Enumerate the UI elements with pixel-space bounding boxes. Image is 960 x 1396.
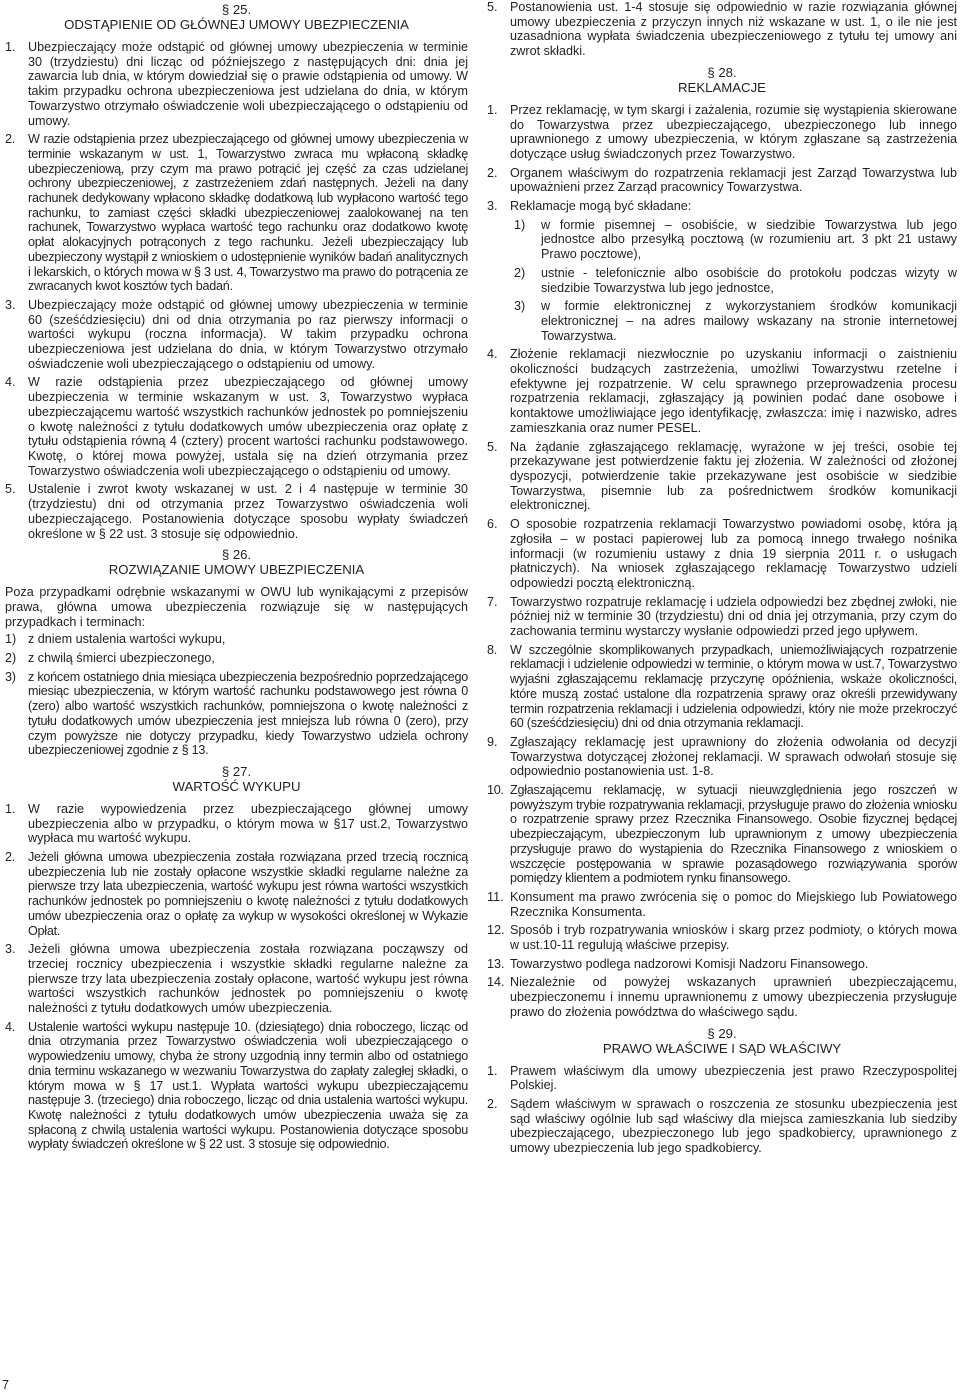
item-text: Zgłaszający reklamację jest uprawniony do złożenia odwołania od decyzji Towarzystwa dotyczącej złożonej reklamacji. W sprawach odwołań stosuje się odpowiednio postanowienia ust. 1-8. <box>510 734 957 779</box>
item-text: Towarzystwo rozpatruje reklamację i udziela odpowiedzi bez zbędnej zwłoki, nie później niż w terminie 30 (trzydziestu) dni od dnia jej otrzymania, przy czym do zachowania terminu wystarczy wysłanie odpowiedzi przed jego upływem. <box>510 594 957 639</box>
section-27-item <box>5 802 468 846</box>
section-28-item <box>487 975 957 1019</box>
item-number: 1. <box>5 40 16 54</box>
section-28-item <box>487 517 957 591</box>
item-number: 3. <box>487 199 498 214</box>
section-28-item <box>487 643 957 731</box>
item-text: Postanowienia ust. 1-4 stosuje się odpowiednio w razie rozwiązania głównej umowy ubezpieczenia z przyczyn innych niż wskazane w ust. 1, o ile nie jest uzasadniona wypłata świadczenia ubezpieczeniowego z tytułu tej umowy ani zwrot składki. <box>510 0 957 59</box>
section-27-item <box>5 942 468 1016</box>
item-text: z chwilą śmierci ubezpieczonego, <box>28 651 215 666</box>
item-number: 12. <box>487 923 505 938</box>
section-28-item <box>487 595 957 639</box>
item-number: 5. <box>487 439 498 454</box>
section-28-item <box>487 199 957 214</box>
section-27-item <box>5 1020 468 1152</box>
section-25-title: ODSTĄPIENIE OD GŁÓWNEJ UMOWY UBEZPIECZENIA <box>64 17 409 32</box>
item-number: 1. <box>5 801 16 816</box>
section-25-number: § 25. <box>221 2 252 17</box>
section-28-item <box>487 166 957 195</box>
item-text: Jeżeli główna umowa ubezpieczenia została rozwiązana począwszy od trzeciej rocznicy ubezpieczenia i wszystkie składki regularne należne za pierwsze trzy lata ubezpieczenia zostały opłacone, wartość wykupu jest równa wartości wszystkich rachunków jednostek po pomniejszeniu o kwotę należności z tytułu dodatkowych umów ubezpieczenia. <box>28 942 468 1016</box>
item-number: 3. <box>5 942 16 957</box>
item-number: 11. <box>487 889 504 904</box>
section-28-number: § 28. <box>707 64 737 80</box>
item-text: Ubezpieczający może odstąpić od głównej umowy ubezpieczenia w terminie 60 (sześćdziesięciu) dni od dnia otrzymania po raz pierwszy informacji o wartości wykupu (roczna informacja). W takim przypadku ochrona ubezpieczeniowa jest udzielana do dnia, w którym Towarzystwo otrzymało oświadczenie woli ubezpieczającego o odstąpieniu od umowy. <box>28 297 468 371</box>
item-text: W szczególnie skomplikowanych przypadkach, uniemożliwiających rozpatrzenie reklamacji i udzielenie odpowiedzi w terminie, o którym mowa w ust.7, Towarzystwo wyjaśni zgłaszającemu reklamację przyczynę opóźnienia, wskaże okoliczności, które muszą zostać ustalone dla rozpatrzenia sprawy oraz określi przewidywany termin rozpatrzenia reklamacji i udzielenia odpowiedzi, który nie może przekroczyć 60 (sześćdziesięciu) dni od dnia otrzymania reklamacji. <box>510 642 957 731</box>
section-26-item <box>5 670 468 758</box>
section-26-item <box>5 632 468 647</box>
item-text: Niezależnie od powyżej wskazanych uprawnień ubezpieczającemu, ubezpieczonemu i innemu uprawnionemu z umowy ubezpieczenia przysługuje prawo do złożenia powództwa do właściwego sądu. <box>510 975 957 1019</box>
section-29-title: PRAWO WŁAŚCIWE I SĄD WŁAŚCIWY <box>602 1040 842 1056</box>
item-text: Ubezpieczający może odstąpić od głównej umowy ubezpieczenia w terminie 30 (trzydziestu) dni licząc od późniejszego z następujących dni: dnia jej zawarcia lub dnia, w którym dowiedział się o prawie odstąpienia od umowy. W takim przypadku ochrona ubezpieczeniowa jest udzielana do dnia, w którym Towarzystwo otrzymało oświadczenie woli ubezpieczającego o odstąpieniu od umowy. <box>28 40 468 128</box>
item-text: Reklamacje mogą być składane: <box>510 199 692 214</box>
item-number: 8. <box>487 642 498 657</box>
section-25-item <box>5 482 468 541</box>
item-text: Złożenie reklamacji niezwłocznie po uzyskaniu informacji o zaistnieniu okoliczności budzących zastrzeżenia, umożliwi Towarzystwu rzetelne i efektywne jej rozpatrzenie. W celu sprawnego przeprowadzenia procesu rozpatrzenia reklamacji, zgłaszający ją powinien podać dane osobowe i kontaktowe umożliwiające jego identyfikację, zwłaszcza: imię i nazwisko, adres zamieszkania oraz numer PESEL. <box>510 347 957 435</box>
section-26-item <box>5 651 468 666</box>
section-26-number: § 26. <box>221 547 252 563</box>
item-number: 3. <box>5 297 16 312</box>
item-number: 5. <box>487 0 498 14</box>
section-28-subitem <box>514 299 957 343</box>
section-25-item <box>5 298 468 372</box>
left-column <box>5 0 468 1156</box>
subitem-text: ustnie - telefonicznie albo osobiście do protokołu podczas wizyty w siedzibie Towarzystwa lub jego jednostce, <box>541 265 957 295</box>
section-28-subitem <box>514 266 957 295</box>
item-number: 9. <box>487 734 498 749</box>
item-text: W razie wypowiedzenia przez ubezpieczającego głównej umowy ubezpieczenia albo w przypadku, o którym mowa w §17 ust.2, Towarzystwo wypłaca mu wartość wykupu. <box>28 801 468 846</box>
section-27-item <box>5 850 468 938</box>
subitem-number: 3) <box>514 299 526 314</box>
item-text: Organem właściwym do rozpatrzenia reklamacji jest Zarząd Towarzystwa lub upoważnieni przez Zarząd pracownicy Towarzystwa. <box>510 165 957 195</box>
item-number: 1. <box>487 102 498 117</box>
section-28-item <box>487 440 957 514</box>
subitem-text: w formie elektronicznej z wykorzystaniem środków komunikacji elektronicznej – na adres mailowy wskazany na stronie internetowej Towarzystwa. <box>541 299 957 343</box>
section-25-item <box>5 132 468 294</box>
item-number: 4. <box>5 1019 16 1034</box>
item-text: Sposób i tryb rozpatrywania wniosków i skarg przez podmioty, o których mowa w ust.10-11 regulują właściwe przepisy. <box>510 923 957 953</box>
subitem-text: w formie pisemnej – osobiście, w siedzibie Towarzystwa lub jego jednostce albo przesyłką pocztową (w rozumieniu art. 3 pkt 21 ustawy Prawo pocztowe), <box>541 217 957 262</box>
item-text: z dniem ustalenia wartości wykupu, <box>28 632 226 647</box>
item-number: 10. <box>487 783 504 798</box>
item-number: 4. <box>5 375 16 390</box>
section-28-item <box>487 783 957 886</box>
item-text: Sądem właściwym w sprawach o roszczenia ze stosunku ubezpieczenia jest sąd właściwy ogólnie lub sąd właściwy dla miejsca zamieszkania lub siedziby ubezpieczającego, ubezpieczonego lub jego spadkobiercy, uprawnionego z umowy ubezpieczenia lub jego spadkobiercy. <box>510 1097 957 1156</box>
item-text: Na żądanie zgłaszającego reklamację, wyrażone w jej treści, osobie tej przekazywane jest potwierdzenie faktu jej złożenia. W zależności od złożonej dyspozycji, potwierdzenie takie przekazywane jest osobiście w siedzibie Towarzystwa, pisemnie lub za pośrednictwem środków komunikacji elektronicznej. <box>510 439 957 513</box>
item-number: 7. <box>487 594 498 609</box>
subitem-number: 2) <box>514 265 526 280</box>
section-28-item <box>487 735 957 779</box>
item-number: 2) <box>5 651 17 666</box>
section-28-item <box>487 103 957 162</box>
item-number: 3) <box>5 669 16 684</box>
section-25-item <box>5 375 468 478</box>
item-text: Ustalenie wartości wykupu następuje 10. (dziesiątego) dnia roboczego, licząc od dnia otrzymania przez Towarzystwo oświadczenia woli ubezpieczającego o wypowiedzeniu umowy, chyba że strony uzgodnią inny termin albo od ostatniego dnia terminu wskazanego w wezwaniu Towarzystwa do zapłaty zaległej składki, o którym mowa w § 17 ust.1. Wypłata wartości wykupu ubezpieczającemu następuje 3. (trzeciego) dnia roboczego, licząc od dnia ustalenia wartości wykupu. Kwotę należności z tytułu dodatkowych umów ubezpieczenia uważa się za spłaconą z chwilą ustalenia wartości wykupu. Postanowienia dotyczące sposobu wypłaty świadczeń określone w § 22 ust. 3 stosuje się odpowiednio. <box>28 1019 468 1152</box>
section-29-item <box>487 1064 957 1093</box>
item-text: W razie odstąpienia przez ubezpieczającego od głównej umowy ubezpieczenia w terminie wskazanym w ust. 1, Towarzystwo zwraca mu wpłaconą składkę ubezpieczeniową, przy czym ma prawo potrącić jej część za czas udzielanej ochrony ubezpieczeniowej, z zastrzeżeniem zdań następnych. Jeżeli na dany rachunek dedykowany wpłacono składkę dodatkową lub wypłacono wartość tego rachunku, to zamiast części składki ubezpieczeniowej zaalokowanej na ten rachunek, Towarzystwo wypłaca wartość tego rachunku oraz dodatkowo kwotę opłat alokacyjnych potrąconych z tego rachunku. Jeżeli ubezpieczający lub ubezpieczony wystąpił z wnioskiem o udostępnienie wyników badań analitycznych i lekarskich, o których mowa w § 3 ust. 4, Towarzystwo ma prawo do potrącenia ze zwracanych kwot kosztów tych badań. <box>28 132 468 294</box>
section-26-title: ROZWIĄZANIE UMOWY UBEZPIECZENIA <box>108 562 365 578</box>
item-text: Towarzystwo podlega nadzorowi Komisji Nadzoru Finansowego. <box>510 956 869 971</box>
section-28-subitem <box>514 218 957 262</box>
page-number: 7 <box>2 1378 10 1392</box>
item-text: Zgłaszającemu reklamację, w sytuacji nieuwzględnienia jego roszczeń w powyższym trybie rozpatrywania reklamacji, przysługuje prawo do złożenia wniosku o rozpatrzenie sprawy przez Rzecznika Finansowego. Osobie fizycznej będącej ubezpieczającym, ubezpieczonym lub uprawnionym z umowy ubezpieczenia przysługuje prawo do wystąpienia do Rzecznika Finansowego z wnioskiem o wszczęcie postępowania w sprawie pozasądowego rozwiązywania sporów pomiędzy klientem a podmiotem rynku finansowego. <box>510 783 957 886</box>
item-number: 2. <box>487 165 498 180</box>
section-26-intro: Poza przypadkami odrębnie wskazanymi w OWU lub wynikającymi z przepisów prawa, główna umowa ubezpieczenia rozwiązuje się w następujących przypadkach i terminach: <box>5 585 468 629</box>
item-text: Jeżeli główna umowa ubezpieczenia została rozwiązana przed trzecią rocznicą ubezpieczenia lub nie zostały opłacone wszystkie składki regularne należne za pierwsze trzy lata ubezpieczenia, wartość wykupu jest równa wartości wszystkich rachunków jednostek po pomniejszeniu o kwotę należności z tytułu dodatkowych umów ubezpieczenia oraz o opłatę za wykup w wysokości określonej w Wykazie Opłat. <box>28 850 468 938</box>
item-number: 1. <box>487 1063 498 1078</box>
item-number: 2. <box>5 850 16 865</box>
section-28-title: REKLAMACJE <box>678 79 766 95</box>
section-27-title: WARTOŚĆ WYKUPU <box>172 778 301 794</box>
item-number: 5. <box>5 482 16 497</box>
item-number: 1) <box>5 632 17 647</box>
section-28-item <box>487 890 957 919</box>
item-text: Ustalenie i zwrot kwoty wskazanej w ust. 2 i 4 następuje w terminie 30 (trzydziestu) dni od otrzymania przez Towarzystwo oświadczenia woli ubezpieczającego. Postanowienia dotyczące sposobu wypłaty świadczeń określone w § 22 ust. 3 stosuje się odpowiednio. <box>28 482 468 541</box>
section-28-item <box>487 923 957 952</box>
section-29-item <box>487 1097 957 1156</box>
item-text: O sposobie rozpatrzenia reklamacji Towarzystwo powiadomi osobę, która ją zgłosiła – w postaci papierowej lub za pomocą innego trwałego nośnika informacji (w rozumieniu ustawy z dnia 19 sierpnia 2011 r. o usługach płatniczych). Na wniosek zgłaszającego reklamację Towarzystwo udzieli odpowiedzi pocztą elektroniczną. <box>510 517 957 590</box>
item-number: 14. <box>487 975 505 990</box>
item-text: Przez reklamację, w tym skargi i zażalenia, rozumie się wystąpienia skierowane do Towarzystwa przez ubezpieczającego, ubezpieczonego lub innego uprawnionego z umowy ubezpieczenia, w którym zgłaszane są zastrzeżenia dotyczące usług świadczonych przez Towarzystwo. <box>510 102 957 161</box>
item-number: 13. <box>487 956 505 971</box>
item-text: Prawem właściwym dla umowy ubezpieczenia jest prawo Rzeczypospolitej Polskiej. <box>510 1063 957 1093</box>
section-25-item <box>5 40 468 128</box>
section-28-item <box>487 957 957 972</box>
section-28-item <box>487 347 957 435</box>
right-column <box>487 0 957 1160</box>
item-number: 2. <box>487 1097 498 1111</box>
subitem-number: 1) <box>514 217 526 232</box>
item-text: Konsument ma prawo zwrócenia się o pomoc do Miejskiego lub Powiatowego Rzecznika Konsumenta. <box>510 889 957 919</box>
section-27-item <box>487 0 957 59</box>
item-number: 6. <box>487 517 498 532</box>
section-29-number: § 29. <box>707 1025 737 1041</box>
item-text: W razie odstąpienia przez ubezpieczającego od głównej umowy ubezpieczenia w terminie wskazanym w ust. 3, Towarzystwo wypłaca ubezpieczającemu wartość wszystkich rachunków jednostek po pomniejszeniu o kwotę należności z tytułu dodatkowych umów ubezpieczenia oraz opłatę z tytułu odstąpienia równą 4 (cztery) procent wartości rachunku podstawowego. Kwotę, o której mowa powyżej, ustala się na dzień otrzymania przez Towarzystwo oświadczenia woli ubezpieczającego o odstąpieniu od umowy. <box>28 375 468 478</box>
item-number: 2. <box>5 132 16 147</box>
item-number: 4. <box>487 347 498 362</box>
section-27-number: § 27. <box>221 763 252 779</box>
item-text: z końcem ostatniego dnia miesiąca ubezpieczenia bezpośrednio poprzedzającego miesiąc ubezpieczenia, w którym wartość rachunku podstawowego jest równa 0 (zero) albo wartość wszystkich rachunków, pomniejszona o kwotę należności z tytułu dodatkowych umów ubezpieczenia jest mniejsza lub równa 0 (zero), przy czym powyższe nie dotyczy przypadku, kiedy Towarzystwo udziela ochrony ubezpieczeniowej zgodnie z § 13. <box>28 669 468 758</box>
